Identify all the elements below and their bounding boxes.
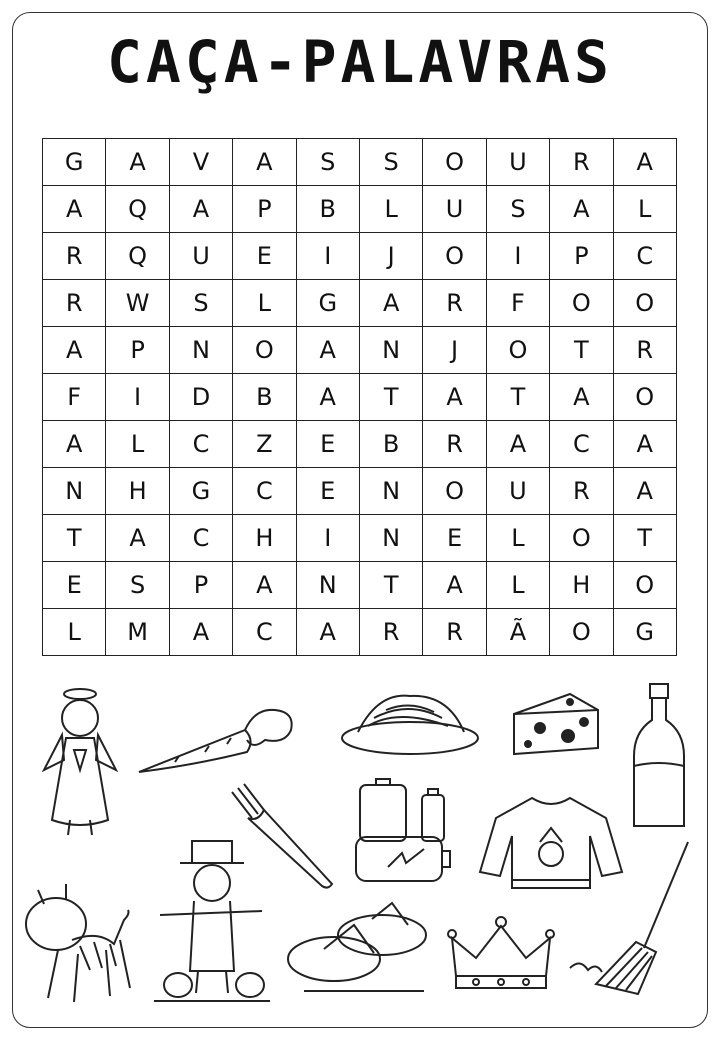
grid-cell[interactable]: O xyxy=(233,327,296,374)
zebra-illustration xyxy=(18,870,140,1010)
grid-cell[interactable]: A xyxy=(423,374,486,421)
grid-cell[interactable]: O xyxy=(550,515,613,562)
grid-cell[interactable]: A xyxy=(550,186,613,233)
grid-cell[interactable]: J xyxy=(423,327,486,374)
grid-cell[interactable]: G xyxy=(43,139,106,186)
grid-cell[interactable]: L xyxy=(43,609,106,656)
grid-cell[interactable]: U xyxy=(169,233,232,280)
grid-cell[interactable]: H xyxy=(106,468,169,515)
grid-cell[interactable]: R xyxy=(43,233,106,280)
grid-cell[interactable]: G xyxy=(169,468,232,515)
grid-cell[interactable]: C xyxy=(169,515,232,562)
grid-cell[interactable]: R xyxy=(423,609,486,656)
grid-cell[interactable]: A xyxy=(106,139,169,186)
grid-cell[interactable]: F xyxy=(486,280,549,327)
grid-cell[interactable]: P xyxy=(169,562,232,609)
grid-cell[interactable]: R xyxy=(359,609,422,656)
grid-cell[interactable]: C xyxy=(233,468,296,515)
grid-cell[interactable]: T xyxy=(550,327,613,374)
grid-cell[interactable]: S xyxy=(296,139,359,186)
flip-flops-illustration xyxy=(284,895,430,1005)
grid-cell[interactable]: L xyxy=(359,186,422,233)
grid-cell[interactable]: J xyxy=(359,233,422,280)
angel-illustration xyxy=(30,680,130,840)
grid-cell[interactable]: A xyxy=(43,421,106,468)
grid-cell[interactable]: O xyxy=(613,280,676,327)
grid-cell[interactable]: A xyxy=(169,186,232,233)
grid-cell[interactable]: E xyxy=(296,421,359,468)
grid-row xyxy=(43,374,677,421)
grid-cell[interactable]: U xyxy=(486,139,549,186)
grid-cell[interactable]: C xyxy=(613,233,676,280)
word-search-grid xyxy=(42,138,677,656)
grid-row xyxy=(43,186,677,233)
grid-cell[interactable]: P xyxy=(550,233,613,280)
grid-cell[interactable]: D xyxy=(169,374,232,421)
pasta-illustration xyxy=(338,686,483,758)
grid-cell[interactable]: I xyxy=(486,233,549,280)
grid-cell[interactable]: A xyxy=(296,609,359,656)
batteries-illustration xyxy=(350,775,452,887)
grid-cell[interactable]: R xyxy=(423,280,486,327)
grid-cell[interactable]: Q xyxy=(106,186,169,233)
grid-cell[interactable]: B xyxy=(233,374,296,421)
grid-cell[interactable]: A xyxy=(233,562,296,609)
grid-row xyxy=(43,233,677,280)
grid-cell[interactable]: O xyxy=(550,280,613,327)
grid-cell[interactable]: M xyxy=(106,609,169,656)
crown-illustration xyxy=(446,912,556,994)
grid-cell[interactable]: U xyxy=(423,186,486,233)
grid-cell[interactable]: T xyxy=(359,374,422,421)
grid-cell[interactable]: A xyxy=(106,515,169,562)
grid-cell[interactable]: Ã xyxy=(486,609,549,656)
grid-cell[interactable]: A xyxy=(169,609,232,656)
grid-cell[interactable]: H xyxy=(550,562,613,609)
bottle-illustration xyxy=(628,680,690,832)
grid-row xyxy=(43,327,677,374)
grid-row xyxy=(43,515,677,562)
grid-cell[interactable]: A xyxy=(43,327,106,374)
grid-cell[interactable]: E xyxy=(233,233,296,280)
grid-cell[interactable]: R xyxy=(550,139,613,186)
grid-cell[interactable]: S xyxy=(106,562,169,609)
grid-cell[interactable]: A xyxy=(359,280,422,327)
grid-cell[interactable]: H xyxy=(233,515,296,562)
grid-cell[interactable]: E xyxy=(423,515,486,562)
page-title: CAÇA-PALAVRAS xyxy=(107,28,613,96)
grid-cell[interactable]: T xyxy=(43,515,106,562)
grid-cell[interactable]: R xyxy=(613,327,676,374)
grid-cell[interactable]: S xyxy=(359,139,422,186)
grid-cell[interactable]: N xyxy=(43,468,106,515)
grid-cell[interactable]: C xyxy=(233,609,296,656)
grid-cell[interactable]: G xyxy=(296,280,359,327)
grid-cell[interactable]: I xyxy=(296,233,359,280)
grid-cell[interactable]: E xyxy=(296,468,359,515)
grid-cell[interactable]: A xyxy=(613,139,676,186)
grid-row xyxy=(43,468,677,515)
grid-cell[interactable]: A xyxy=(613,468,676,515)
grid-cell[interactable]: S xyxy=(169,280,232,327)
grid-cell[interactable]: B xyxy=(359,421,422,468)
grid-cell[interactable]: A xyxy=(613,421,676,468)
grid-cell[interactable]: O xyxy=(550,609,613,656)
carrot-illustration xyxy=(135,700,300,785)
grid-cell[interactable]: O xyxy=(423,468,486,515)
grid-cell[interactable]: A xyxy=(550,374,613,421)
grid-cell[interactable]: O xyxy=(423,233,486,280)
grid-cell[interactable]: N xyxy=(359,468,422,515)
grid-cell[interactable]: A xyxy=(233,139,296,186)
cheese-illustration xyxy=(510,688,602,760)
grid-cell[interactable]: S xyxy=(486,186,549,233)
grid-cell[interactable]: A xyxy=(296,327,359,374)
grid-row xyxy=(43,609,677,656)
grid-cell[interactable]: A xyxy=(423,562,486,609)
grid-cell[interactable]: W xyxy=(106,280,169,327)
grid-cell[interactable]: A xyxy=(486,421,549,468)
grid-cell[interactable]: I xyxy=(106,374,169,421)
grid-cell[interactable]: U xyxy=(486,468,549,515)
grid-cell[interactable]: C xyxy=(169,421,232,468)
grid-cell[interactable]: L xyxy=(486,562,549,609)
grid-cell[interactable]: T xyxy=(486,374,549,421)
grid-cell[interactable]: E xyxy=(43,562,106,609)
grid-cell[interactable]: L xyxy=(486,515,549,562)
grid-row xyxy=(43,280,677,327)
grid-cell[interactable]: L xyxy=(106,421,169,468)
grid-cell[interactable]: N xyxy=(359,327,422,374)
scarecrow-illustration xyxy=(150,835,275,1007)
grid-cell[interactable]: T xyxy=(613,515,676,562)
grid-cell[interactable]: O xyxy=(423,139,486,186)
grid-cell[interactable]: O xyxy=(486,327,549,374)
grid-row xyxy=(43,562,677,609)
grid-cell[interactable]: A xyxy=(296,374,359,421)
grid-cell[interactable]: C xyxy=(550,421,613,468)
grid-cell[interactable]: T xyxy=(359,562,422,609)
grid-cell[interactable]: O xyxy=(613,374,676,421)
grid-cell[interactable]: I xyxy=(296,515,359,562)
grid-row xyxy=(43,139,677,186)
grid-cell[interactable]: N xyxy=(296,562,359,609)
grid-cell[interactable]: Z xyxy=(233,421,296,468)
grid-cell[interactable]: R xyxy=(43,280,106,327)
grid-cell[interactable]: L xyxy=(613,186,676,233)
grid-cell[interactable]: N xyxy=(169,327,232,374)
grid-row xyxy=(43,421,677,468)
grid-cell[interactable]: F xyxy=(43,374,106,421)
broom-illustration xyxy=(566,838,698,1000)
grid-cell[interactable]: R xyxy=(550,468,613,515)
grid-cell[interactable]: G xyxy=(613,609,676,656)
grid-cell[interactable]: P xyxy=(233,186,296,233)
grid-cell[interactable]: P xyxy=(106,327,169,374)
grid-cell[interactable]: N xyxy=(359,515,422,562)
grid-cell[interactable]: V xyxy=(169,139,232,186)
grid-cell[interactable]: Q xyxy=(106,233,169,280)
grid-cell[interactable]: A xyxy=(43,186,106,233)
grid-cell[interactable]: L xyxy=(233,280,296,327)
grid-cell[interactable]: O xyxy=(613,562,676,609)
grid-cell[interactable]: R xyxy=(423,421,486,468)
grid-cell[interactable]: B xyxy=(296,186,359,233)
